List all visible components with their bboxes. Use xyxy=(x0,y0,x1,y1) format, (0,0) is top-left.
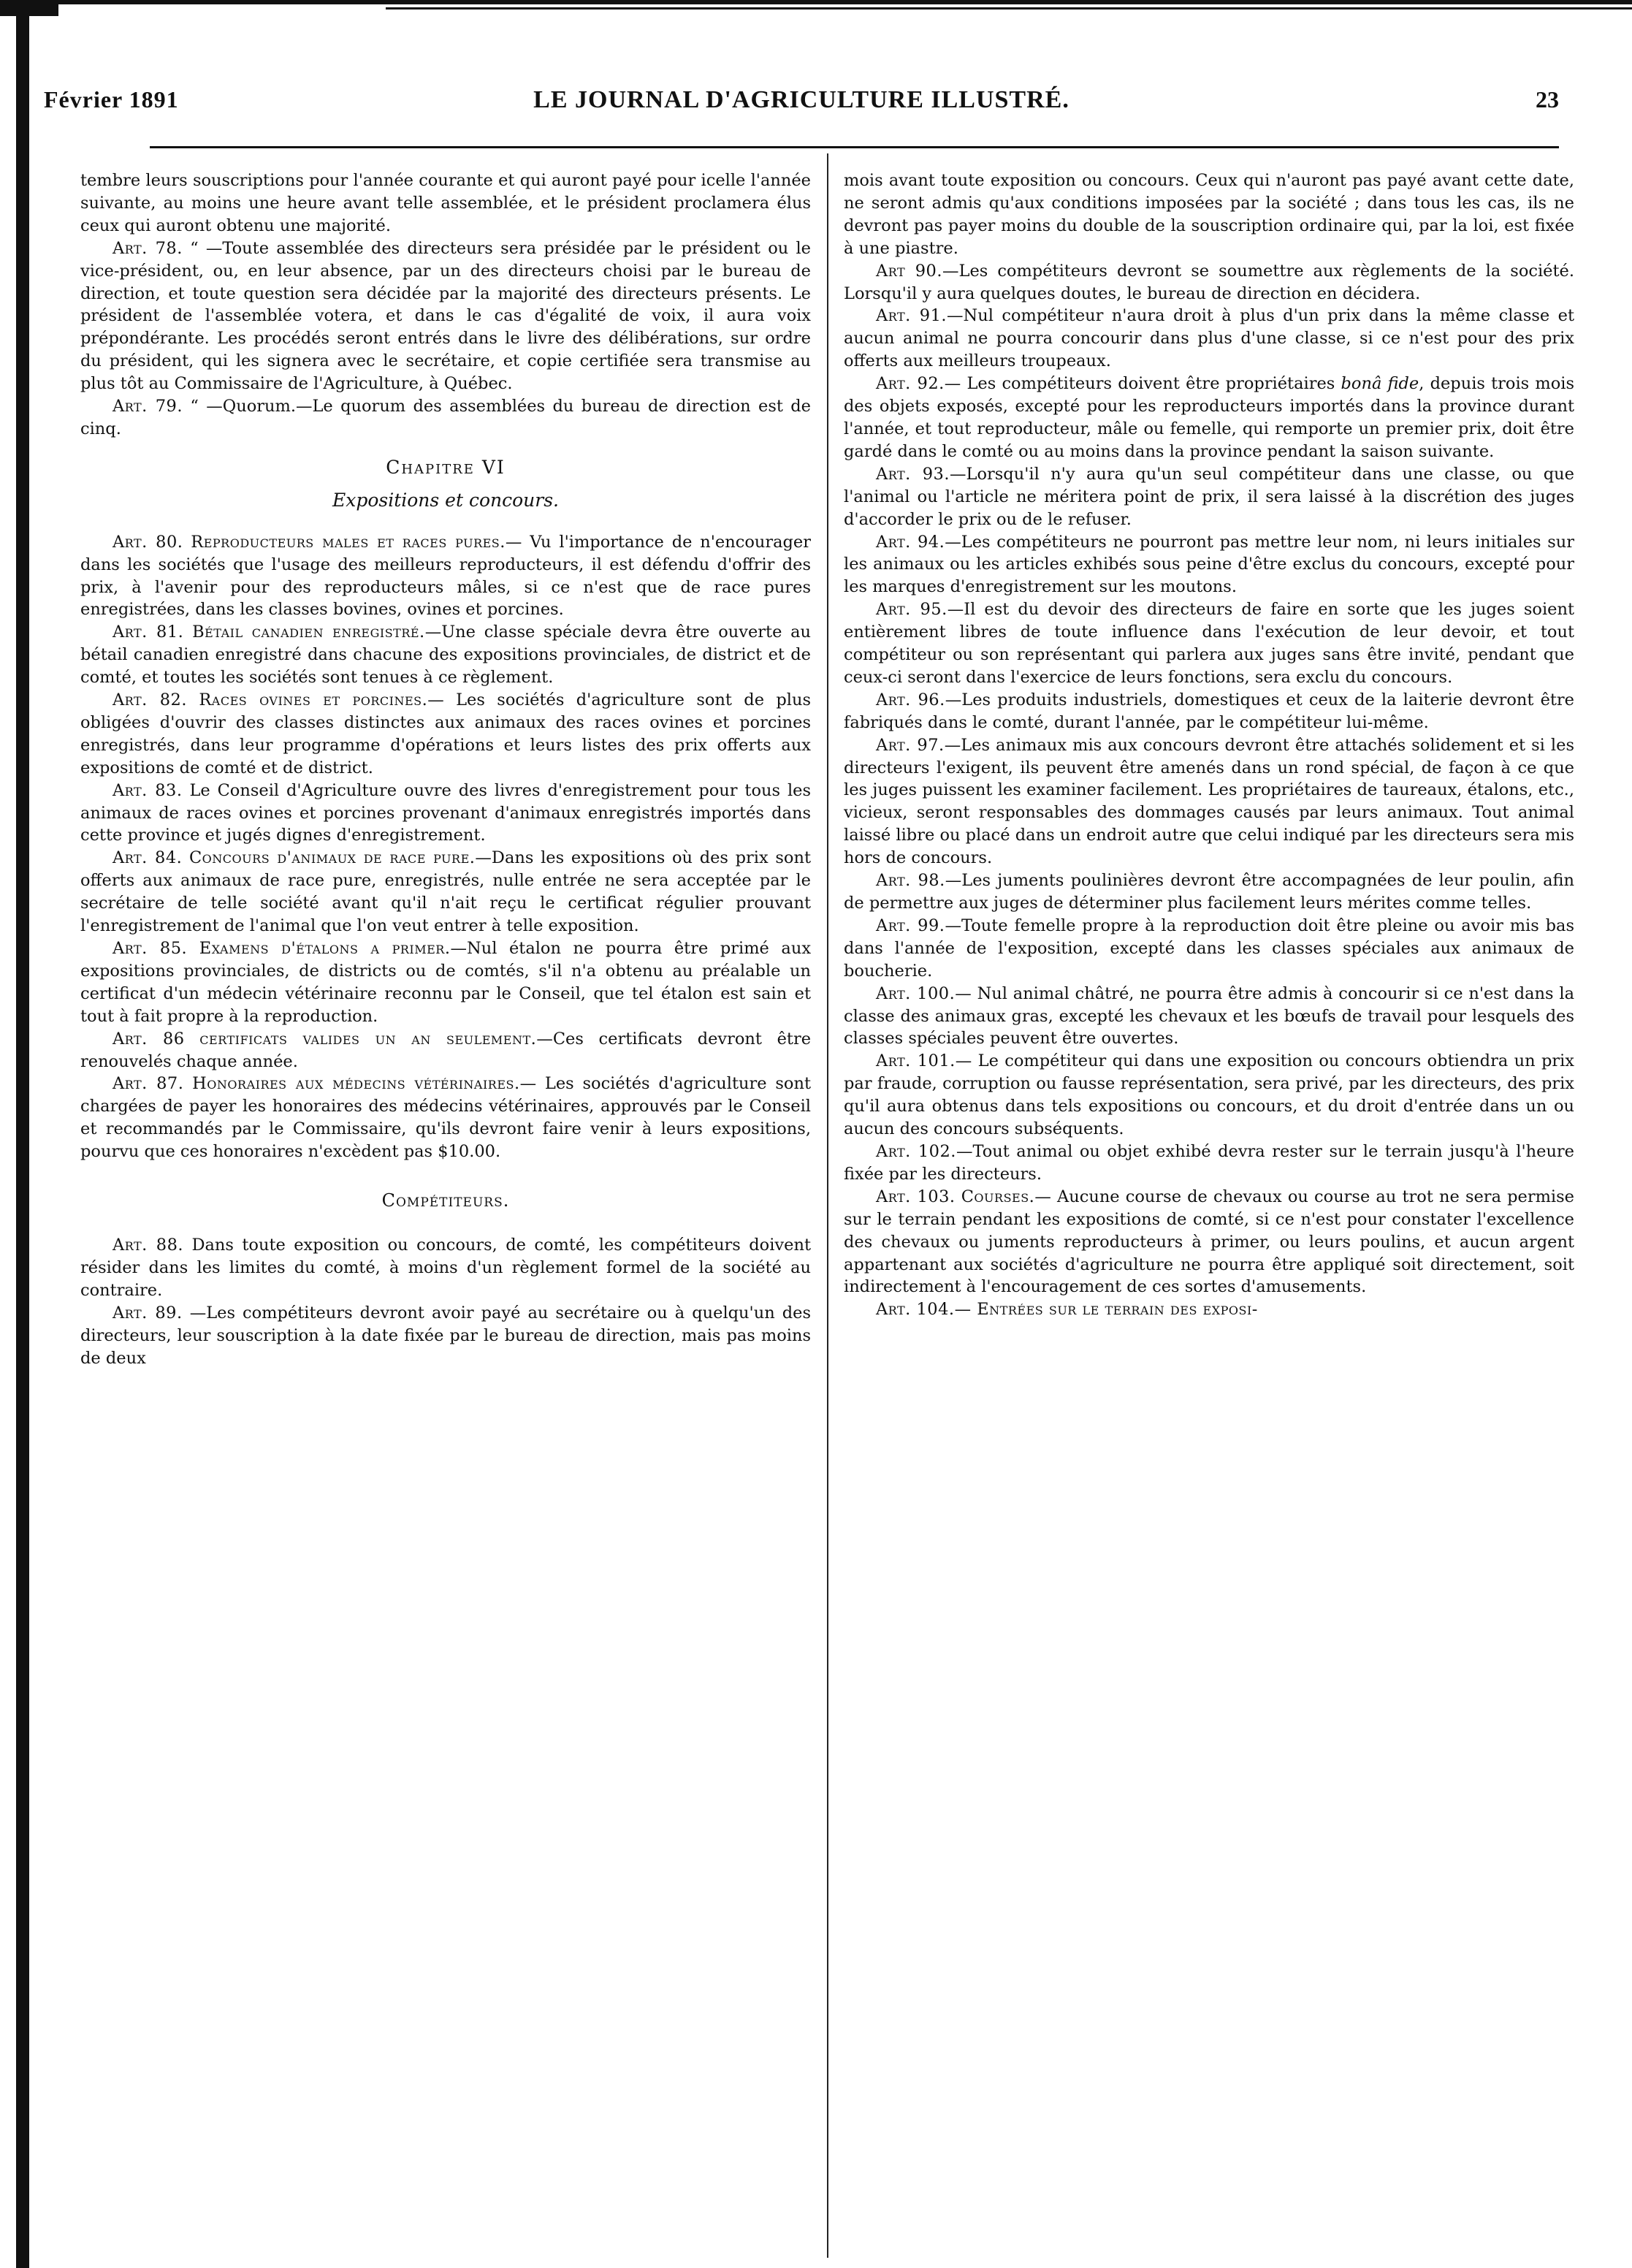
chapter-subheading: Expositions et concours. xyxy=(332,489,560,511)
article-label: Art. 91. xyxy=(876,306,947,326)
article-text: —Les juments poulinières devront être accompagnées de leur poulin, afin de permettre aux juges de déterminer plus facilement leurs mérites comme telles. xyxy=(844,871,1574,913)
article-text: Dans toute exposition ou concours, de comté, les compétiteurs doivent résider dans les limites du comté, à moins d'un règlement formel de la société au contraire. xyxy=(80,1235,811,1300)
article-italic-phrase: bonâ fide xyxy=(1341,374,1419,394)
article-label: Art. 88. xyxy=(113,1235,184,1255)
article-title: — Entrées sur le terrain des exposi- xyxy=(954,1300,1258,1320)
section-heading: Compétiteurs. xyxy=(381,1190,510,1211)
article-87 xyxy=(80,1073,811,1163)
article-91 xyxy=(844,305,1574,373)
article-101 xyxy=(844,1050,1574,1141)
article-label: Art. 84. xyxy=(113,848,183,868)
article-label: Art. 81. xyxy=(113,623,184,642)
article-text: —Les compétiteurs ne pourront pas mettre leur nom, ni leurs initiales sur les animaux ou les articles exhibés sous peine d'être exclus du concours, excepté pour les marques d'enregistrement sur les moutons. xyxy=(844,532,1575,597)
article-label: Art. 95. xyxy=(876,600,947,620)
article-text: —Lorsqu'il n'y aura qu'un seul compétiteur dans une classe, ou que l'animal ou l'article ne méritera point de prix, il sera laissé à la discrétion des juges d'accorder le prix ou de le refuser. xyxy=(844,464,1574,529)
article-79 xyxy=(80,395,811,441)
article-label: Art. 79. xyxy=(113,397,183,416)
article-text: — Vu l'importance de n'encourager dans les sociétés que l'usage des meilleurs reproducteurs, il est défendu d'offrir des prix, à l'avenir pour des reproducteurs mâles, si ce n'est que de race pures enregistrées, dans les classes bovines, ovines et porcines. xyxy=(80,532,812,620)
article-text: “ —Quorum.—Le quorum des assemblées du bureau de direction est de cinq. xyxy=(80,397,812,438)
article-90 xyxy=(844,260,1574,305)
article-85 xyxy=(80,937,811,1028)
article-title: Courses. xyxy=(961,1187,1035,1206)
article-title: Examens d'étalons a primer. xyxy=(199,939,451,958)
article-label: Art. 78. xyxy=(113,238,183,258)
article-label: Art. 101. xyxy=(876,1051,956,1071)
article-label: Art. 100. xyxy=(876,983,956,1003)
article-label: Art. 97. xyxy=(876,735,945,755)
article-title: Honoraires aux médecins vétérinaires. xyxy=(192,1074,520,1094)
paragraph: mois avant toute exposition ou concours. Ceux qui n'auront pas payé avant cette date, ne seront admis qu'aux conditions imposées par la société ; dans tous les cas, ils ne devront pas payer moins du double de la souscription ordinaire qui, par la loi, est fixée à une piastre. xyxy=(844,171,1574,258)
header-page-number: 23 xyxy=(1536,86,1559,113)
article-text: —Nul compétiteur n'aura droit à plus d'un prix dans la même classe et aucun animal ne pourra concourir dans plus d'une classe, si ce n'est pour des prix offerts aux meilleurs troupeaux. xyxy=(844,306,1574,371)
article-label: Art. 98. xyxy=(876,871,945,891)
article-96 xyxy=(844,689,1574,734)
article-text: —Nul étalon ne pourra être primé aux expositions provinciales, de districts ou de comtés, s'il n'a obtenu au préalable un certificat d'un médecin vétérinaire reconnu par le Conseil, que tel étalon est sain et tout à fait propre à la reproduction. xyxy=(80,939,812,1026)
article-100 xyxy=(844,983,1574,1051)
article-text: —Une classe spéciale devra être ouverte au bétail canadien enregistré dans chacune des expositions provinciales, de district et de comté, et toutes les sociétés sont tenues à ce règlement. xyxy=(80,623,812,688)
article-label: Art. 89. xyxy=(113,1303,183,1323)
top-rule xyxy=(20,0,1632,4)
article-label: Art. 80. xyxy=(113,532,183,552)
article-78 xyxy=(80,237,811,395)
article-label: Art. 99. xyxy=(876,916,945,935)
running-head xyxy=(44,86,1559,130)
article-title: Reproducteurs males et races pures. xyxy=(191,532,506,552)
article-103 xyxy=(844,1186,1574,1299)
article-text: — Les sociétés d'agriculture sont de plus obligées d'ouvrir des classes distinctes aux animaux des races ovines et porcines enregistrés, dans leur programme d'opérations et leurs listes des prix offerts aux expositions de comté et de district. xyxy=(80,690,812,777)
article-text: , depuis trois mois des objets exposés, excepté pour les reproducteurs importés dans la province durant l'année, et tout reproducteur, mâle ou femelle, qui remporte un premier prix, doit être gardé dans le comté ou au moins dans la province pendant la saison suivante. xyxy=(844,374,1574,461)
article-label: Art. 103. xyxy=(876,1187,956,1206)
article-text: —Toute femelle propre à la reproduction doit être pleine ou avoir mis bas dans l'année de l'exposition, excepté dans les classes spéciales aux animaux de boucherie. xyxy=(844,916,1574,981)
article-label: Art. 87. xyxy=(113,1074,184,1094)
article-text: — Le compétiteur qui dans une exposition ou concours obtiendra un prix par fraude, corruption ou fausse représentation, sera privé, par les directeurs, des prix qu'il aura obtenus dans tels expositions ou concours, et du droit d'entrée dans un ou aucun des concours subséquents. xyxy=(844,1051,1574,1139)
article-label: Art 90. xyxy=(876,261,942,281)
article-89 xyxy=(80,1302,811,1370)
article-text: —Les animaux mis aux concours devront être attachés solidement et si les directeurs l'exigent, ils peuvent être amenés dans un rond spécial, de façon à ce que les juges puissent les examiner facilement. Les propriétaires de taureaux, étalons, etc., vicieux, seront responsables des dommages causés par leurs animaux. Tout animal laissé libre ou placé dans un endroit autre que celui indiqué par les directeurs sera mis hors de concours. xyxy=(844,735,1574,868)
article-text: —Dans les expositions où des prix sont offerts aux animaux de race pure, enregistrés, nulle entrée ne sera acceptée par le secrétaire de telle société avant qu'il n'ait reçu le certificat régulier prouvant l'enregistrement de l'animal que l'on veut entrer à telle exposition. xyxy=(80,848,811,936)
article-label: Art. 83. xyxy=(113,780,183,800)
article-label: Art. 96. xyxy=(876,690,945,709)
chapter-heading: Chapitre VI xyxy=(386,456,506,478)
article-99 xyxy=(844,915,1574,983)
article-97 xyxy=(844,734,1574,869)
header-rule xyxy=(150,146,1559,148)
article-text: Le Conseil d'Agriculture ouvre des livres d'enregistrement pour tous les animaux de races ovines et porcines provenant d'animaux enregistrés importés dans cette province et jugés dignes d'enregistrement. xyxy=(80,780,811,845)
article-81 xyxy=(80,621,811,689)
article-86 xyxy=(80,1028,811,1073)
article-label: Art. 94. xyxy=(876,532,945,552)
header-date: Février 1891 xyxy=(44,86,179,113)
article-88 xyxy=(80,1234,811,1302)
article-text: —Les produits industriels, domestiques et ceux de la laiterie devront être fabriqués dans le comté, durant l'année, par le compétiteur lui-même. xyxy=(844,690,1574,732)
article-title: Races ovines et porcines. xyxy=(199,690,428,710)
article-82 xyxy=(80,689,811,780)
article-text: — Aucune course de chevaux ou course au trot ne sera permise sur le terrain pendant les expositions de comté, si ce n'est pour constater l'excellence des chevaux ou juments reproducteurs à primer, ou leurs poulins, et aucun argent appartenant aux sociétés d'agriculture ne pourra être appliqué soit directement, soit indirectement à l'encouragement de ces sortes d'amusements. xyxy=(844,1187,1574,1297)
article-80 xyxy=(80,531,811,622)
article-text: —Les compétiteurs devront avoir payé au secrétaire ou à quelqu'un des directeurs, leur souscription à la date fixée par le bureau de direction, mais pas moins de deux xyxy=(80,1303,811,1368)
article-text: —Il est du devoir des directeurs de faire en sorte que les juges soient entièrement libres de toute influence dans l'exécution de leur devoir, et tout compétiteur ou son représentant qui parlera aux juges sans être invité, pendant que ceux-ci seront dans l'exercice de leurs fonctions, sera exclu du concours. xyxy=(844,600,1574,687)
article-98 xyxy=(844,869,1574,915)
article-text: “ —Toute assemblée des directeurs sera présidée par le président ou le vice-président, ou, en leur absence, par un des directeurs choisi par le bureau de direction, et toute question sera décidée par la majorité des directeurs présents. Le président de l'assemblée votera, et dans le cas d'égalité de voix, il aura voix prépondérante. Les procédés seront entrés dans le livre des délibérations, sur ordre du président, qui les signera avec le secrétaire, et copie certifiée sera transmise au plus tôt au Commissaire de l'Agriculture, à Québec. xyxy=(80,238,811,394)
article-102 xyxy=(844,1141,1574,1186)
article-label: Art. 92. xyxy=(876,374,945,394)
article-text: —Ces certificats devront être renouvelés chaque année. xyxy=(80,1029,812,1071)
article-label: Art. 82. xyxy=(113,690,187,710)
article-title: Concours d'animaux de race pure. xyxy=(188,848,476,868)
article-83 xyxy=(80,780,811,848)
article-label: Art. 104. xyxy=(876,1300,955,1320)
article-title: Bétail canadien enregistré. xyxy=(192,623,425,642)
article-95 xyxy=(844,598,1574,689)
article-93 xyxy=(844,463,1574,531)
article-text: — Nul animal châtré, ne pourra être admis à concourir si ce n'est dans la classe des animaux gras, excepté les chevaux et les bœufs de travail pour lesquels des classes spéciales peuvent être ouvertes. xyxy=(844,983,1575,1049)
left-column xyxy=(80,170,811,1369)
article-label: Art. 86 xyxy=(113,1029,185,1049)
binding-edge xyxy=(16,0,29,2268)
top-rule-secondary xyxy=(386,7,1632,9)
article-text: —Les compétiteurs devront se soumettre aux règlements de la société. Lorsqu'il y aura quelques doutes, le bureau de direction en décidera. xyxy=(844,261,1574,303)
article-104 xyxy=(844,1298,1574,1321)
article-label: Art. 93. xyxy=(876,464,950,484)
article-label: Art. 85. xyxy=(113,939,188,958)
article-text: —Tout animal ou objet exhibé devra rester sur le terrain jusqu'à l'heure fixée par les directeurs. xyxy=(844,1141,1575,1184)
paragraph: tembre leurs souscriptions pour l'année courante et qui auront payé pour icelle l'année suivante, au moins une heure avant telle assemblée, et le président proclamera élus ceux qui auront obtenu une majorité. xyxy=(80,171,811,235)
article-text: — Les compétiteurs doivent être propriétaires xyxy=(944,374,1335,394)
article-title: certificats valides un an seulement. xyxy=(199,1029,537,1049)
article-92 xyxy=(844,373,1574,463)
column-divider xyxy=(827,153,828,2258)
article-text: — Les sociétés d'agriculture sont chargées de payer les honoraires des médecins vétérinaires, approuvés par le Conseil et recommandés par le Commissaire, qu'ils devront faire venir à leurs expositions, pourvu que ces honoraires n'excèdent pas $10.00. xyxy=(80,1074,811,1162)
right-column xyxy=(844,170,1574,1321)
header-journal-title: LE JOURNAL D'AGRICULTURE ILLUSTRÉ. xyxy=(533,86,1069,113)
article-84 xyxy=(80,847,811,937)
article-label: Art. 102. xyxy=(876,1141,956,1161)
article-94 xyxy=(844,531,1574,599)
